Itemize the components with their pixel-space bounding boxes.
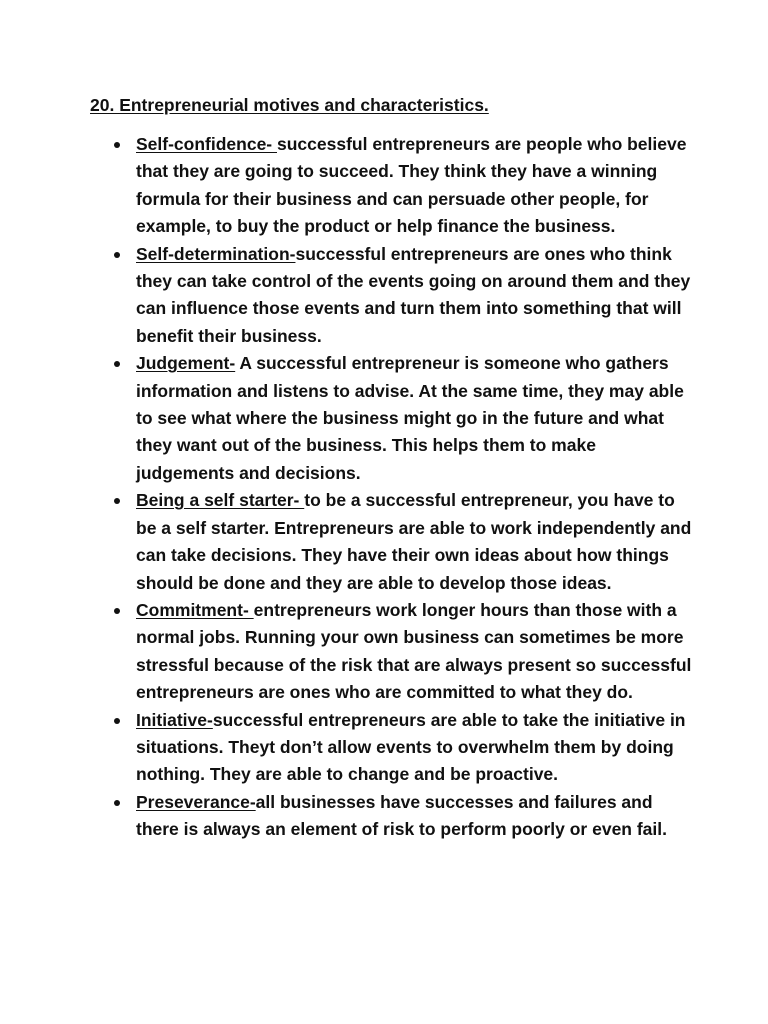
- item-text: all businesses have successes and failures and there is always an element of risk to perform poorly or even fail.: [136, 791, 667, 840]
- list-item-initiative: [0, 707, 768, 789]
- list-item-self-starter: [0, 487, 768, 597]
- item-term: Initiative-: [136, 709, 213, 730]
- item-text: entrepreneurs work longer hours than those with a normal jobs. Running your own business can sometimes be more stressful because of the risk that are always present so successful entrepreneurs are ones who are committed to what they do.: [136, 599, 692, 703]
- bullet-icon: [114, 800, 120, 806]
- item-text: to be a successful entrepreneur, you have to be a self starter. Entrepreneurs are able to work independently and can take decisions. They have their own ideas about how things should be done and they are able to develop those ideas.: [136, 490, 692, 593]
- characteristics-list: [0, 131, 768, 844]
- item-text: successful entrepreneurs are people who believe that they are going to succeed. They think they have a winning formula for their business and can persuade other people, for example, to buy the product or help finance the business.: [136, 134, 687, 237]
- item-term: Self-determination-: [136, 243, 296, 264]
- item-text: successful entrepreneurs are ones who think they can take control of the events going on around them and they can influence those events and turn them into something that will benefit their business.: [136, 243, 691, 346]
- item-term: Being a self starter-: [136, 490, 305, 511]
- list-item-self-determination: [0, 241, 768, 351]
- item-term: Self-confidence-: [136, 134, 277, 154]
- list-item-self-confidence: [0, 131, 768, 241]
- item-term: Commitment-: [136, 599, 254, 620]
- list-item-judgement: [0, 350, 768, 487]
- bullet-icon: [114, 498, 120, 504]
- bullet-icon: [114, 142, 120, 148]
- item-text: A successful entrepreneur is someone who gathers information and listens to advise. At the same time, they may able to see what where the business might go in the future and what they want out of the business. This helps them to make judgements and decisions.: [136, 353, 684, 483]
- bullet-icon: [114, 608, 120, 614]
- list-item-preseverance: [0, 789, 768, 844]
- bullet-icon: [114, 252, 120, 258]
- item-text: successful entrepreneurs are able to take the initiative in situations. Theyt don’t allow events to overwhelm them by doing nothing. They are able to change and be proactive.: [136, 709, 686, 785]
- item-term: Preseverance-: [136, 791, 256, 812]
- item-term: Judgement-: [136, 353, 236, 374]
- document-heading: 20. Entrepreneurial motives and characteristics.: [90, 95, 489, 115]
- bullet-icon: [114, 718, 120, 724]
- list-item-commitment: [0, 597, 768, 707]
- bullet-icon: [114, 361, 120, 367]
